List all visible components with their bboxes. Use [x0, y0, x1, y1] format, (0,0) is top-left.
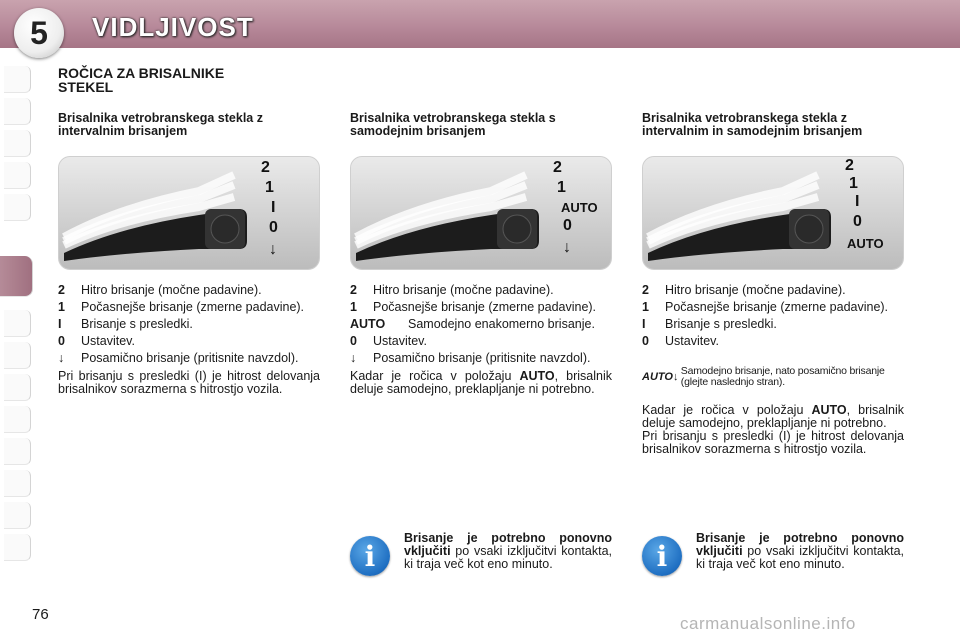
paragraph — [350, 370, 612, 396]
list-item — [350, 318, 612, 331]
position-label-0: 0 — [853, 213, 862, 230]
item-key: 2 — [642, 283, 649, 297]
paragraph-text: , brisalnik deluje samodejno, preklapljanje ni potrebno. — [350, 369, 613, 396]
auto-icon-label: AUTO — [642, 370, 673, 383]
wiper-stalk-illustration — [642, 156, 904, 270]
chapter-tab[interactable] — [4, 438, 31, 465]
arrow-down-icon: ↓ — [350, 351, 357, 365]
item-key: 1 — [350, 300, 357, 314]
list-item — [58, 284, 320, 297]
section-title-line: ROČICA ZA BRISALNIKE — [58, 65, 225, 81]
chapter-tab[interactable] — [4, 470, 31, 497]
list-item — [642, 335, 904, 348]
list-item — [58, 352, 320, 365]
info-note — [642, 532, 904, 576]
item-text: Posamično brisanje (pritisnite navzdol). — [81, 351, 299, 365]
item-key: I — [642, 317, 646, 331]
paragraph — [642, 404, 904, 430]
item-key: 0 — [58, 334, 65, 348]
item-key: I — [58, 317, 62, 331]
item-text: Samodejno enakomerno brisanje. — [408, 317, 595, 331]
position-label-1: 1 — [557, 179, 566, 196]
item-text: Ustavitev. — [665, 334, 719, 348]
item-key: 2 — [58, 283, 65, 297]
heading-line: intervalnim brisanjem — [58, 124, 188, 138]
item-text: Ustavitev. — [81, 334, 135, 348]
paragraph: Pri brisanju s presledki (I) je hitrost delovanja brisalnikov sorazmerna s hitrostjo vozila. — [58, 369, 320, 396]
list-item — [642, 318, 904, 331]
info-body: po vsaki izključitvi kontakta, ki traja več kot eno minuto. — [404, 544, 612, 571]
chapter-tab[interactable] — [4, 66, 31, 93]
position-label-0: 0 — [563, 217, 572, 234]
item-text: Hitro brisanje (močne padavine). — [81, 283, 262, 297]
arrow-down-icon: ↓ — [269, 241, 277, 258]
position-label-1: 1 — [849, 175, 858, 192]
stalk-drawing — [59, 157, 319, 269]
column-heading — [350, 112, 612, 146]
list-item — [642, 301, 904, 314]
info-emphasis: Brisanje je potrebno ponovno vključiti — [696, 531, 904, 558]
item-text: Brisanje s presledki. — [665, 317, 777, 331]
heading-line: intervalnim in samodejnim brisanjem — [642, 124, 863, 138]
chapter-tab[interactable] — [4, 342, 31, 369]
item-key: 0 — [642, 334, 649, 348]
arrow-down-icon: ↓ — [58, 351, 65, 365]
heading-line: Brisalnika vetrobranskega stekla z — [642, 111, 847, 125]
info-note — [350, 532, 612, 576]
info-text — [696, 532, 904, 576]
page-number: 76 — [32, 606, 49, 623]
list-item — [350, 335, 612, 348]
chapter-tab[interactable] — [4, 130, 31, 157]
column-heading — [58, 112, 320, 146]
item-text: Posamično brisanje (pritisnite navzdol). — [373, 351, 591, 365]
info-body: po vsaki izključitvi kontakta, ki traja več kot eno minuto. — [696, 544, 904, 571]
item-text: Počasnejše brisanje (zmerne padavine). — [373, 300, 597, 314]
chapter-number-badge — [14, 8, 64, 58]
heading-line: samodejnim brisanjem — [350, 124, 486, 138]
wiper-stalk-illustration — [58, 156, 320, 270]
position-label-interval: I — [271, 199, 276, 216]
section-title-line: STEKEL — [58, 79, 114, 95]
position-list — [350, 284, 612, 365]
position-label-0: 0 — [269, 219, 278, 236]
chapter-tab[interactable] — [4, 534, 31, 561]
paragraph-text: Kadar je ročica v položaju — [350, 369, 520, 383]
item-key: 0 — [350, 334, 357, 348]
info-text — [404, 532, 612, 576]
chapter-number: 5 — [30, 14, 48, 51]
wiper-stalk-illustration — [350, 156, 612, 270]
column-automatic-wipers — [350, 112, 612, 396]
item-key: AUTO — [350, 317, 386, 331]
arrow-down-icon: ↓ — [563, 239, 571, 256]
section-title — [58, 66, 318, 94]
position-list — [642, 284, 904, 348]
chapter-tab[interactable] — [4, 374, 31, 401]
paragraph-emphasis: AUTO — [519, 369, 555, 383]
item-key: 1 — [642, 300, 649, 314]
info-emphasis: Brisanje je potrebno ponovno vključiti — [404, 531, 612, 558]
list-item — [350, 284, 612, 297]
position-label-auto: AUTO — [561, 200, 598, 215]
chapter-tab-active[interactable] — [0, 256, 33, 297]
item-text: Hitro brisanje (močne padavine). — [665, 283, 846, 297]
position-label-1: 1 — [265, 179, 274, 196]
chapter-tabs — [0, 60, 34, 580]
paragraph-emphasis: AUTO — [811, 403, 847, 417]
column-interval-automatic-wipers — [642, 112, 904, 456]
list-item — [350, 301, 612, 314]
chapter-tab[interactable] — [4, 502, 31, 529]
paragraph-text: , brisalnik deluje samodejno, preklapljanje ni potrebno. — [642, 403, 905, 430]
list-item — [58, 301, 320, 314]
info-icon: i — [642, 536, 682, 576]
chapter-tab[interactable] — [4, 406, 31, 433]
item-text: Počasnejše brisanje (zmerne padavine). — [665, 300, 889, 314]
watermark: carmanualsonline.info — [680, 614, 856, 633]
item-text: Počasnejše brisanje (zmerne padavine). — [81, 300, 305, 314]
position-label-2: 2 — [553, 159, 562, 176]
position-label-auto: AUTO — [847, 236, 884, 251]
chapter-tab[interactable] — [4, 98, 31, 125]
auto-note — [642, 366, 904, 388]
chapter-tab[interactable] — [4, 162, 31, 189]
item-key: 1 — [58, 300, 65, 314]
heading-line: Brisalnika vetrobranskega stekla z — [58, 111, 263, 125]
note-text: Samodejno brisanje, nato posamično brisanje (glejte naslednjo stran). — [680, 365, 885, 388]
position-label-2: 2 — [845, 157, 854, 174]
column-interval-wipers — [58, 112, 320, 396]
position-label-2: 2 — [261, 159, 270, 176]
list-item — [642, 284, 904, 297]
auto-down-icon: AUTO ↓ — [642, 370, 679, 383]
chapter-tab[interactable] — [4, 194, 31, 221]
stalk-drawing — [643, 157, 903, 269]
chapter-tab[interactable] — [4, 310, 31, 337]
position-list — [58, 284, 320, 365]
list-item — [58, 335, 320, 348]
info-icon: i — [350, 536, 390, 576]
item-text: Brisanje s presledki. — [81, 317, 193, 331]
list-item — [58, 318, 320, 331]
item-text: Hitro brisanje (močne padavine). — [373, 283, 554, 297]
column-heading — [642, 112, 904, 146]
list-item — [350, 352, 612, 365]
chapter-title: VIDLJIVOST — [92, 12, 254, 42]
item-text: Ustavitev. — [373, 334, 427, 348]
position-label-interval: I — [855, 193, 860, 210]
paragraph: Pri brisanju s presledki (I) je hitrost delovanja brisalnikov sorazmerna s hitrostjo vozila. — [642, 429, 904, 456]
paragraph-text: Kadar je ročica v položaju — [642, 403, 812, 417]
item-key: 2 — [350, 283, 357, 297]
heading-line: Brisalnika vetrobranskega stekla s — [350, 111, 556, 125]
